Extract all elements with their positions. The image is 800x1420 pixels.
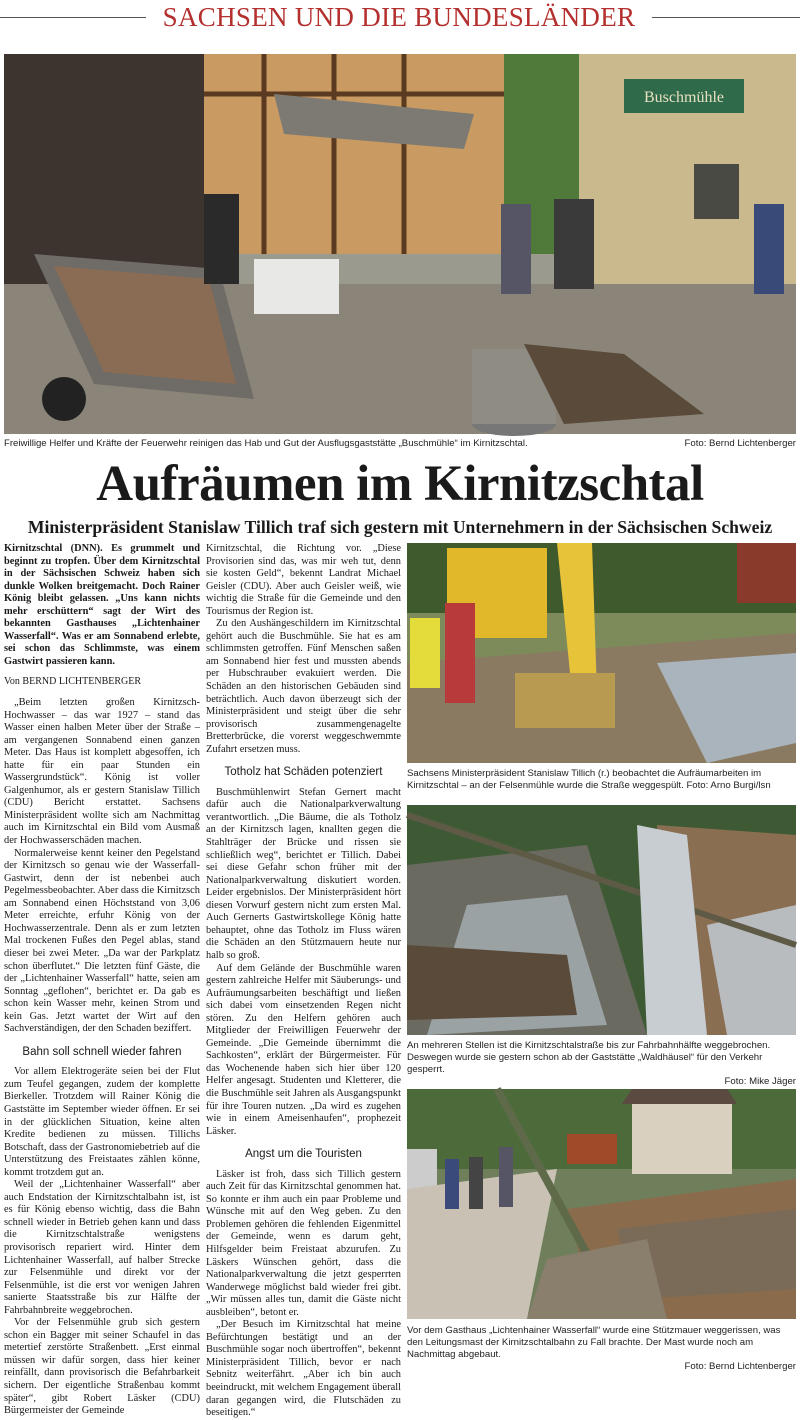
- article-paragraph: Vor allem Elektrogeräte seien bei der Flut zum Teufel gegangen, zudem der komplette Bierkeller. Trotzdem will Rainer König die Gaststätte im September wieder öffnen. Er sei in der glücklichen Situation, keine alten Kredite bedienen zu müssen. Tillichs Botschaft, dass der Gastronomiebetrieb auf die Unterstützung des Freistaates zählen könne, kommt trotzdem gut an.: [4, 1066, 200, 1178]
- photo-buschmuehle-cleanup: [4, 54, 796, 434]
- article-subheading: Totholz hat Schäden potenziert: [224, 766, 383, 779]
- section-title: SACHSEN UND DIE BUNDESLÄNDER: [162, 2, 636, 32]
- photo2-credit: Foto: Arno Burgi/lsn: [686, 780, 771, 791]
- photo-collapsed-road: [407, 805, 796, 1035]
- photo-top-caption: Freiwillige Helfer und Kräfte der Feuerwehr reinigen das Hab und Gut der Ausflugsgaststätte „Buschmühle“ im Kirnitzschtal.: [4, 438, 528, 449]
- article-column-1: [4, 543, 200, 1418]
- article-paragraph: Läsker ist froh, dass sich Tillich gestern auch Zeit für das Kirnitzschtal genommen hat. So konnte er ihm auch ein paar Probleme und Wünsche mit auf den Weg geben. Zu den Problemen gehören die fehlenden Eigenmittel der Gemeinde, wenn es darum geht, Hilfsgelder beim Freistaat abzurufen. Zu Läskers Wünschen gehört, dass die Nationalparkverwaltung die jetzt gesperrten Wanderwege möglichst bald wieder frei gibt. „Wir müssen alles tun, damit die Gäste nicht ausbleiben“, betont er.: [206, 1168, 401, 1318]
- article-paragraph: Normalerweise kennt keiner den Pegelstand der Kirnitzsch so genau wie der Wasserfall-Gastwirt, denn der ist nebenbei auch Pegelmessbeobachter. Aber dass die Kirnitzsch am Sonnabend einen Höchststand von 3,06 Meter erreichte, erfuhr König von der Hochwasserzentrale. Denn als er zum letzten Mal trockenen Fußes den Pegel ablas, stand dieser bei zwei Meter. „Da war der Parkplatz schon überflutet.“ Die letzten fünf Gäste, die der „Lichtenhainer Wasserfall“ hatte, seien am Sonntag „geflohen“, berichtet er. Da gab es schon kein Wasser mehr, keinen Strom und kein Gas. Jetzt wartet der Wirt auf den Sachverständigen, der den Schaden beziffert.: [4, 847, 200, 1035]
- photo3-caption: [407, 1040, 796, 1088]
- article-paragraph: „Der Besuch im Kirnitzschtal hat meine Befürchtungen bestätigt und an der Buschmühle sogar noch übertroffen“, bekennt Ministerpräsident Tillich, bevor er nach Sebnitz weiterfährt. „Aber ich bin auch beeindruckt, mit welchem Engagement überall daran gegangen wird, die Flutschäden zu beseitigen.“: [206, 1319, 401, 1419]
- article-subheadline: Ministerpräsident Stanislaw Tillich traf sich gestern mit Unternehmern in der Sächsischen Schweiz: [27, 517, 773, 537]
- article-paragraph: Kirnitzschtal, die Richtung vor. „Diese Provisorien sind das, was mir weh tut, denn sie kosten Geld“, bekennt Landrat Michael Geisler (CDU). Aber auch Geisler weiß, wie wichtig die Straße für die Gemeinde und den Tourismus der Region ist.: [206, 543, 401, 617]
- photo-top-credit: Foto: Bernd Lichtenberger: [684, 438, 796, 449]
- photo2-caption-text: Sachsens Ministerpräsident Stanislaw Tillich (r.) beobachtet die Aufräumarbeiten im Kirnitzschtal – an der Felsenmühle wurde die Straße weggespült.: [407, 768, 762, 791]
- article-paragraph: Auf dem Gelände der Buschmühle waren gestern zahlreiche Helfer mit Säuberungs- und Aufräumungsarbeiten beschäftigt und ließen sich dabei vom einsetzenden Regen nicht stören. Zu den Helfern gehören auch Mitglieder der Freiwilligen Feuerwehr der Gemeinde. „Die Gemeinde übernimmt die Sachkosten“, erklärt der Bürgermeister. Für das Wochenende haben sich hier über 120 Helfer angesagt. Studenten und Kletterer, die die Buschmühle seit Jahren als Ausgangspunkt für ihre Touren nutzen. „Da wird es zugehen wie in einem Ameisenhaufen“, prophezeit Läsker.: [206, 962, 401, 1137]
- photo4-caption: [407, 1325, 796, 1373]
- article-column-2: [206, 543, 401, 1420]
- photo-tillich-excavator: [407, 543, 796, 763]
- article-lead: Kirnitzschtal (DNN). Es grummelt und beginnt zu tropfen. Über dem Kirnitzschtal in der Sächsischen Schweiz haben sich dunkle Wolken breitgemacht. Doch Rainer König bleibt gelassen. „Uns kann nichts mehr erschüttern“ sagt der Wirt des bekannten Gasthauses „Lichtenhainer Wasserfall“. Was er am Sonnabend erlebte, sei schon das Schlimmste, was einem Gastwirt passieren kann.: [4, 543, 200, 667]
- photo-lichtenhainer-wasserfall: [407, 1089, 796, 1319]
- article-headline: Aufräumen im Kirnitzschtal: [96, 456, 704, 512]
- article-paragraph: Zu den Aushängeschildern im Kirnitzschtal gehört auch die Buschmühle. Sie hat es am schlimmsten getroffen. Fünf Menschen saßen am Sonnabend hier fest und mussten abends per Hubschrauber evakuiert werden. Die Schäden an den historischen Gebäuden sind beträchtlich. Auch davon überzeugt sich der Ministerpräsident und steigt über die sehr provisorisch zusammengenagelte Bretterbrücke, die vorerst weggeschwemmte Zufahrt ersetzen muss.: [206, 618, 401, 755]
- section-rule-right: [652, 17, 800, 18]
- photo4-credit: Foto: Bernd Lichtenberger: [684, 1361, 796, 1372]
- sign-text: Buschmühle: [644, 89, 724, 106]
- article-paragraph: Buschmühlenwirt Stefan Gernert macht dafür auch die Nationalparkverwaltung verantwortlich. „Die Bäume, die als Totholz an der Kirnitzsch lagen, knallten gegen die Stahlträger der Brücke und rissen sie schließlich weg“, berichtet er Tillich. Dabei sei diese Gefahr schon früher mit der Nationalparkverwaltung diskutiert worden. Leider ergebnislos. Der Ministerpräsident hört diesen Vorwurf gestern nicht zum ersten Mal. Auch Gernerts Gastwirtskollege König hatte behauptet, ohne das Totholz im Fluss wären die Schäden an den Stützmauern heute nur halb so groß.: [206, 786, 401, 961]
- article-paragraph: Vor der Felsenmühle grub sich gestern schon ein Bagger mit seiner Schaufel in das metertief zerstörte Straßenbett. „Erst einmal müssen wir dafür sorgen, dass hier keiner reinfällt, dann provisorisch die Befahrbarkeit sichern. Der eigentliche Straßenbau kommt später“, gibt Robert Läsker (CDU) Bürgermeister der Gemeinde: [4, 1317, 200, 1417]
- section-rule-left: [0, 17, 146, 18]
- article-byline: Von BERND LICHTENBERGER: [4, 676, 142, 688]
- article-paragraph: „Beim letzten großen Kirnitzsch-Hochwasser – das war 1927 – stand das Wasser einen halben Meter über der Straße – am vergangenen Sonnabend einen ganzen Meter. Das Haus ist komplett abgesoffen, ich hatte für ein paar Stunden ein Wassergrundstück“. König ist voller Galgenhumor, als er gestern Stanislaw Tillich (CDU) Bericht erstattet. Sachsens Ministerpräsident wollte sich am Nachmittag auch im Kirnitzschtal ein Bild vom Ausmaß der Hochwasserschäden machen.: [4, 697, 200, 847]
- article-subheading: Bahn soll schnell wieder fahren: [22, 1045, 182, 1058]
- photo4-caption-text: Vor dem Gasthaus „Lichtenhainer Wasserfall“ wurde eine Stützmauer weggerissen, was den Leitungsmast der Kirnitzschtalbahn zu Fall brachte. Der Mast wurde noch am Nachmittag abgebaut.: [407, 1325, 781, 1360]
- photo3-caption-text: An mehreren Stellen ist die Kirnitzschtalstraße bis zur Fahrbahnhälfte weggebrochen. Deswegen wurde sie gestern schon ab der Gaststätte „Waldhäusel“ für den Verkehr gesperrt.: [407, 1040, 771, 1075]
- article-paragraph: Weil der „Lichtenhainer Wasserfall“ aber auch Endstation der Kirnitzschtalbahn ist, ist es für König ebenso wichtig, dass die Bahn schnell wieder in Betrieb gehen kann und dass die Kirnitzschtalstraße wenigstens provisorisch repariert wird. Hinter dem Lichtenhainer Wasserfall, auf halber Strecke zur Felsenmühle und direkt vor der Felsenmühle, ist die erst vor wenigen Jahren sanierte Staatsstraße bis zur Hälfte der Fahrbahnbreite weggebrochen.: [4, 1179, 200, 1316]
- section-header: [0, 0, 800, 36]
- photo2-caption: [407, 768, 796, 792]
- article-subheading: Angst um die Touristen: [245, 1148, 362, 1161]
- photo3-credit: Foto: Mike Jäger: [724, 1076, 796, 1087]
